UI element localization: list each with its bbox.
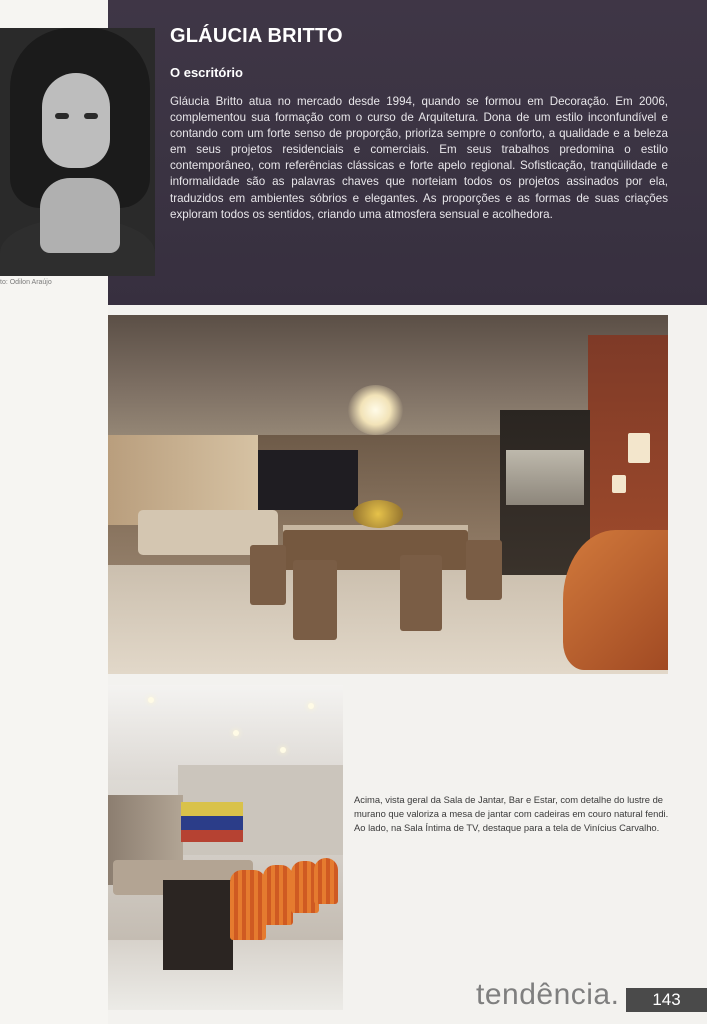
body-text: Gláucia Britto atua no mercado desde 1994, quando se formou em Decoração. Em 2006, complementou sua formação com o curso de Arquitetura. Dona de um estilo inconfundível e contando com um forte senso de proporção, prioriza sempre o conforto, a qualidade e a beleza em seus projetos residenciais e comerciais. Em seus trabalhos predomina o estilo contemporâneo, com referências clássicas e forte apelo regional. Sofisticação, tranqüilidade e informalidade são as palavras chaves que norteiam todos os projetos assinados por ela, traduzidos em ambientes sóbrios e elegantes. As proporções e as formas de suas criações exploram todos os sentidos, criando uma atmosfera sensual e acolhedora. [170, 95, 668, 221]
photo-chair [314, 858, 338, 904]
portrait-face [42, 73, 110, 168]
page-number: 143 [626, 988, 707, 1012]
photo-chair [263, 865, 293, 925]
ceiling-light [148, 697, 154, 703]
photo-chair [466, 540, 502, 600]
photo-table [163, 880, 233, 970]
photo-painting [181, 802, 243, 842]
photo-chair [230, 870, 266, 940]
photo-candle [628, 433, 650, 463]
ceiling-light [308, 703, 314, 709]
section-subtitle: O escritório [170, 65, 243, 80]
photo-console [563, 530, 668, 670]
photo-flowers [353, 500, 403, 528]
ceiling-light [280, 747, 286, 753]
portrait-eye [84, 113, 98, 119]
portrait-hands [40, 178, 120, 253]
photo-credit: to: Odilon Araújo [0, 279, 52, 286]
photo-chair [400, 555, 442, 631]
photo-caption: Acima, vista geral da Sala de Jantar, Bar e Estar, com detalhe do lustre de murano que valoriza a mesa de jantar com cadeiras em couro natural fendi. Ao lado, na Sala Íntima de TV, destaque para a tela de Vinícius Carvalho. [354, 794, 669, 833]
portrait-photo [0, 28, 155, 276]
photo-chandelier [348, 385, 403, 435]
photo-chair [250, 545, 286, 605]
portrait-eye [55, 113, 69, 119]
photo-window [258, 450, 358, 510]
tv-room-photo [108, 685, 343, 1010]
photo-bar-shelves [506, 450, 584, 505]
photo-candle [612, 475, 626, 493]
page-title: GLÁUCIA BRITTO [170, 25, 343, 47]
ceiling-light [233, 730, 239, 736]
dining-room-photo [108, 315, 668, 674]
photo-chair [293, 560, 337, 640]
magazine-brand: tendência. [476, 978, 620, 1011]
